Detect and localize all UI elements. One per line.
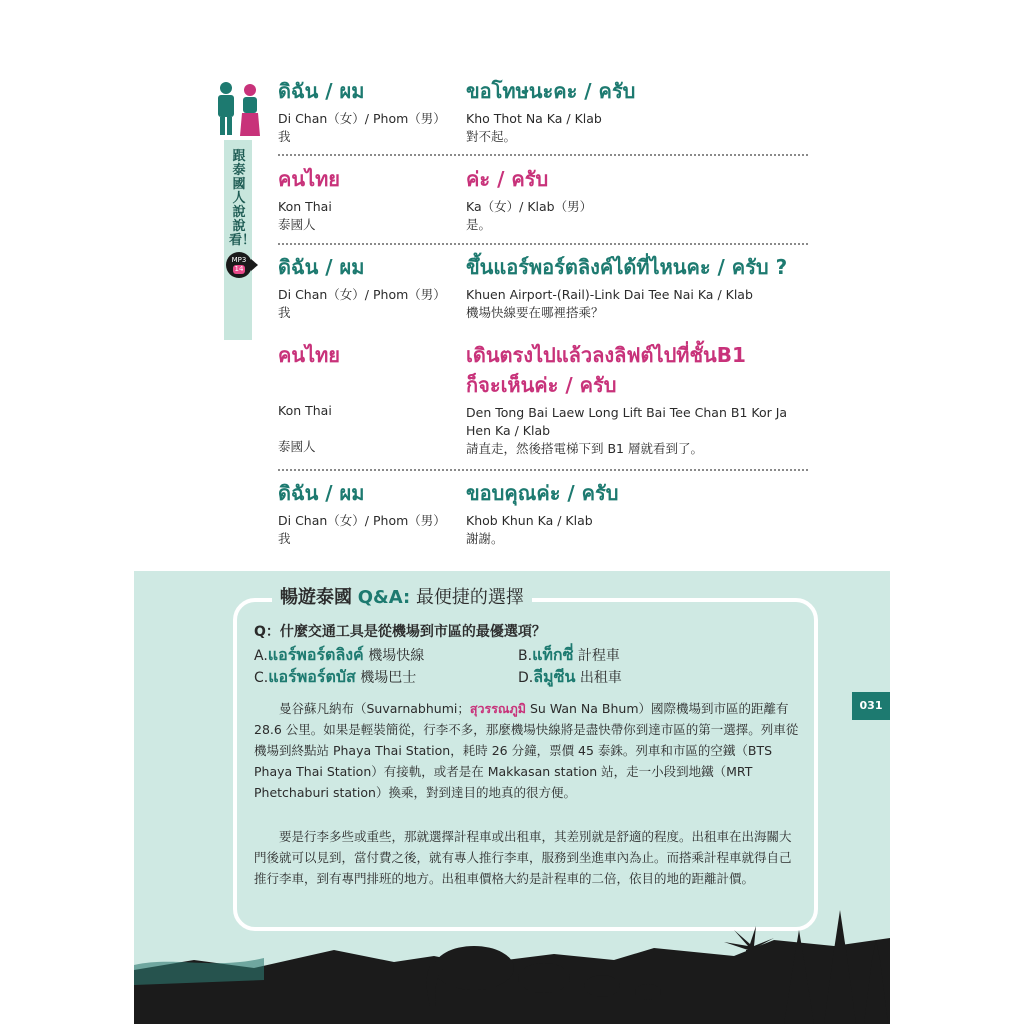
- speaker-romanization: Di Chan（女）/ Phom（男）: [278, 513, 446, 528]
- option-letter: A.: [254, 648, 268, 664]
- mp3-badge[interactable]: [226, 252, 252, 278]
- qa-paragraph-1: [254, 698, 799, 803]
- phrase-chinese: 請直走，然後搭電梯下到 B1 層就看到了。: [466, 441, 703, 456]
- option-letter: C.: [254, 670, 269, 686]
- option-d: [518, 666, 622, 689]
- option-thai: แอร์พอร์ตบัส: [268, 667, 356, 686]
- option-letter: D.: [518, 670, 534, 686]
- qa-paragraph-2: 要是行李多些或重些，那就選擇計程車或出租車，其差別就是舒適的程度。出租車在出海關大門後就可以見到，當付費之後，就有專人推行李車，服務到坐進車內為止。而搭乘計程車就得自己推行李車，到有專門排班的地方。出租車價格大約是計程車的二倍，依目的地的距離計價。: [254, 829, 792, 886]
- speaker-thai: ดิฉัน / ผม: [278, 79, 365, 103]
- phrase-romanization: Kho Thot Na Ka / Klab: [466, 111, 602, 126]
- speaker-romanization: Kon Thai: [278, 403, 332, 418]
- option-letter: B.: [518, 648, 533, 664]
- phrase-chinese: 對不起。: [466, 129, 517, 144]
- phrase-chinese: 是。: [466, 217, 492, 232]
- phrase-thai: ค่ะ / ครับ: [466, 167, 549, 191]
- qa-question: Q：什麼交通工具是從機場到市區的最優選項？: [254, 624, 546, 640]
- phrase-thai-line2: ก็จะเห็นค่ะ / ครับ: [466, 373, 617, 397]
- phrase-romanization-line2: Hen Ka / Klab: [466, 423, 551, 438]
- speaker-romanization: Kon Thai: [278, 199, 332, 214]
- option-b: [518, 644, 620, 667]
- para1-text-a: 曼谷蘇凡納布（Suvarnabhumi；: [279, 701, 470, 716]
- mp3-track: 14: [234, 265, 244, 273]
- phrase-romanization: Den Tong Bai Laew Long Lift Bai Tee Chan B1 Kor Ja: [466, 405, 788, 420]
- divider: [278, 154, 808, 156]
- phrase-romanization: Khuen Airport-(Rail)-Link Dai Tee Nai Ka / Klab: [466, 287, 753, 302]
- thai-people-illustration: [212, 78, 264, 144]
- phrase-romanization: Khob Khun Ka / Klab: [466, 513, 593, 528]
- speaker-thai: ดิฉัน / ผม: [278, 255, 365, 279]
- qa-title-rest: 最便捷的選擇: [415, 587, 524, 608]
- speaker-chinese: 泰國人: [278, 217, 316, 232]
- speaker-chinese: 我: [278, 305, 291, 320]
- phrase-thai: ขอโทษนะคะ / ครับ: [466, 79, 636, 103]
- divider: [278, 469, 808, 471]
- phrase-thai: ขอบคุณค่ะ / ครับ: [466, 481, 619, 505]
- option-thai: แท็กซี่: [532, 645, 574, 664]
- mp3-arrow-icon: [251, 259, 258, 271]
- side-tab-label: 跟泰國人說說看！: [229, 149, 256, 248]
- para1-text-b: Su Wan Na Bhum）國際機場到市區的距離有 28.6 公里。如果是輕裝簡從，行李不多，那麼機場快線將是盡快帶你到達市區的第一選擇。列車從機場到終點站 Phaya Thai Station，耗時 26 分鐘，票價 45 泰銖。列車和市區的空鐵（BTS Phaya Thai Station）有接軌，或者是在 Makkasan station 站，走一小段到地鐵（MRT Phetchaburi station）換乘，對到達目的地真的很方便。: [254, 701, 799, 800]
- phrase-thai: เดินตรงไปแล้วลงลิฟต์ไปที่ชั้นB1: [466, 343, 746, 367]
- mp3-label: MP3: [231, 256, 247, 264]
- option-thai: ลีมูซีน: [533, 667, 576, 686]
- speaker-romanization: Di Chan（女）/ Phom（男）: [278, 111, 446, 126]
- speaker-chinese: 我: [278, 129, 291, 144]
- speaker-thai: คนไทย: [278, 167, 341, 191]
- qa-title-prefix: 暢遊泰國: [280, 587, 352, 608]
- speaker-thai: คนไทย: [278, 343, 341, 367]
- option-chinese: 計程車: [577, 648, 620, 664]
- page-number: 031: [852, 692, 890, 720]
- para1-thai: สุวรรณภูมิ: [469, 701, 527, 716]
- divider: [278, 243, 808, 245]
- option-c: [254, 666, 416, 689]
- phrase-romanization: Ka（女）/ Klab（男）: [466, 199, 593, 214]
- qa-title: [272, 585, 532, 611]
- speaker-thai: ดิฉัน / ผม: [278, 481, 365, 505]
- elephant-temple-silhouette: [134, 890, 890, 1024]
- option-chinese: 機場巴士: [360, 670, 417, 686]
- phrase-chinese: 機場快線要在哪裡搭乘？: [466, 305, 604, 320]
- option-chinese: 出租車: [579, 670, 622, 686]
- option-chinese: 機場快線: [368, 648, 425, 664]
- option-thai: แอร์พอร์ตลิงค์: [267, 645, 364, 664]
- qa-title-qa: Q&A:: [357, 587, 411, 608]
- option-a: [254, 644, 424, 667]
- speaker-chinese: 泰國人: [278, 439, 316, 454]
- speaker-chinese: 我: [278, 531, 291, 546]
- speaker-romanization: Di Chan（女）/ Phom（男）: [278, 287, 446, 302]
- phrase-thai: ขึ้นแอร์พอร์ตลิงค์ได้ที่ไหนคะ / ครับ ?: [466, 255, 788, 279]
- phrase-chinese: 謝謝。: [466, 531, 504, 546]
